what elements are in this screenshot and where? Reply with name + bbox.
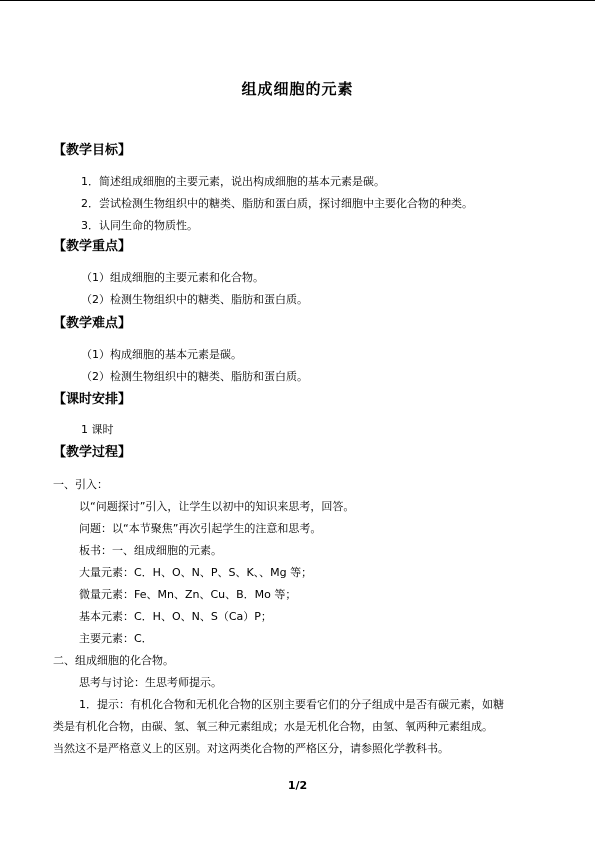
goal-item-2: 2．尝试检测生物组织中的糖类、脂肪和蛋白质，探讨细胞中主要化合物的种类。 (81, 197, 473, 210)
section-heading-schedule: 【课时安排】 (53, 392, 132, 407)
process-line: 1．提示：有机化合物和无机化合物的区别主要看它们的分子组成中是否有碳元素，如糖 (79, 698, 504, 711)
process-line: 以“问题探讨”引入，让学生以初中的知识来思考，回答。 (79, 500, 355, 513)
process-line: 二、组成细胞的化合物。 (53, 654, 174, 667)
process-line: 思考与讨论：生思考师提示。 (79, 676, 222, 689)
section-heading-process: 【教学过程】 (53, 445, 132, 460)
difficulty-item-1: （1）构成细胞的基本元素是碳。 (81, 348, 242, 361)
process-line: 大量元素：C．H、O、N、P、S、K、、Mg 等； (79, 566, 313, 579)
process-line: 问题：以“本节聚焦”再次引起学生的注意和思考。 (79, 522, 322, 535)
page-number: 1/2 (287, 779, 308, 792)
process-line: 主要元素：C． (79, 632, 153, 645)
process-line: 微量元素：Fe、Mn、Zn、Cu、B．Mo 等； (79, 588, 297, 601)
process-line: 板书：一、组成细胞的元素。 (79, 544, 222, 557)
process-line: 一、引入： (53, 478, 108, 491)
section-heading-key-points: 【教学重点】 (53, 239, 132, 254)
key-point-item-1: （1）组成细胞的主要元素和化合物。 (81, 271, 264, 284)
goal-item-3: 3．认同生命的物质性。 (81, 219, 198, 232)
section-heading-difficulties: 【教学难点】 (53, 316, 132, 331)
schedule-item: 1 课时 (81, 423, 114, 436)
process-line: 类是有机化合物，由碳、氢、氧三种元素组成；水是无机化合物，由氢、氧两种元素组成。 (53, 720, 493, 733)
difficulty-item-2: （2）检测生物组织中的糖类、脂肪和蛋白质。 (81, 370, 308, 383)
goal-item-1: 1．简述组成细胞的主要元素，说出构成细胞的基本元素是碳。 (81, 175, 385, 188)
key-point-item-2: （2）检测生物组织中的糖类、脂肪和蛋白质。 (81, 293, 308, 306)
section-heading-goals: 【教学目标】 (53, 143, 132, 158)
process-line: 当然这不是严格意义上的区别。对这两类化合物的严格区分，请参照化学教科书。 (53, 742, 449, 755)
process-line: 基本元素：C．H、O、N、S（Ca）P； (79, 610, 272, 623)
page-title: 组成细胞的元素 (241, 80, 354, 98)
header-rule (0, 0, 595, 1)
